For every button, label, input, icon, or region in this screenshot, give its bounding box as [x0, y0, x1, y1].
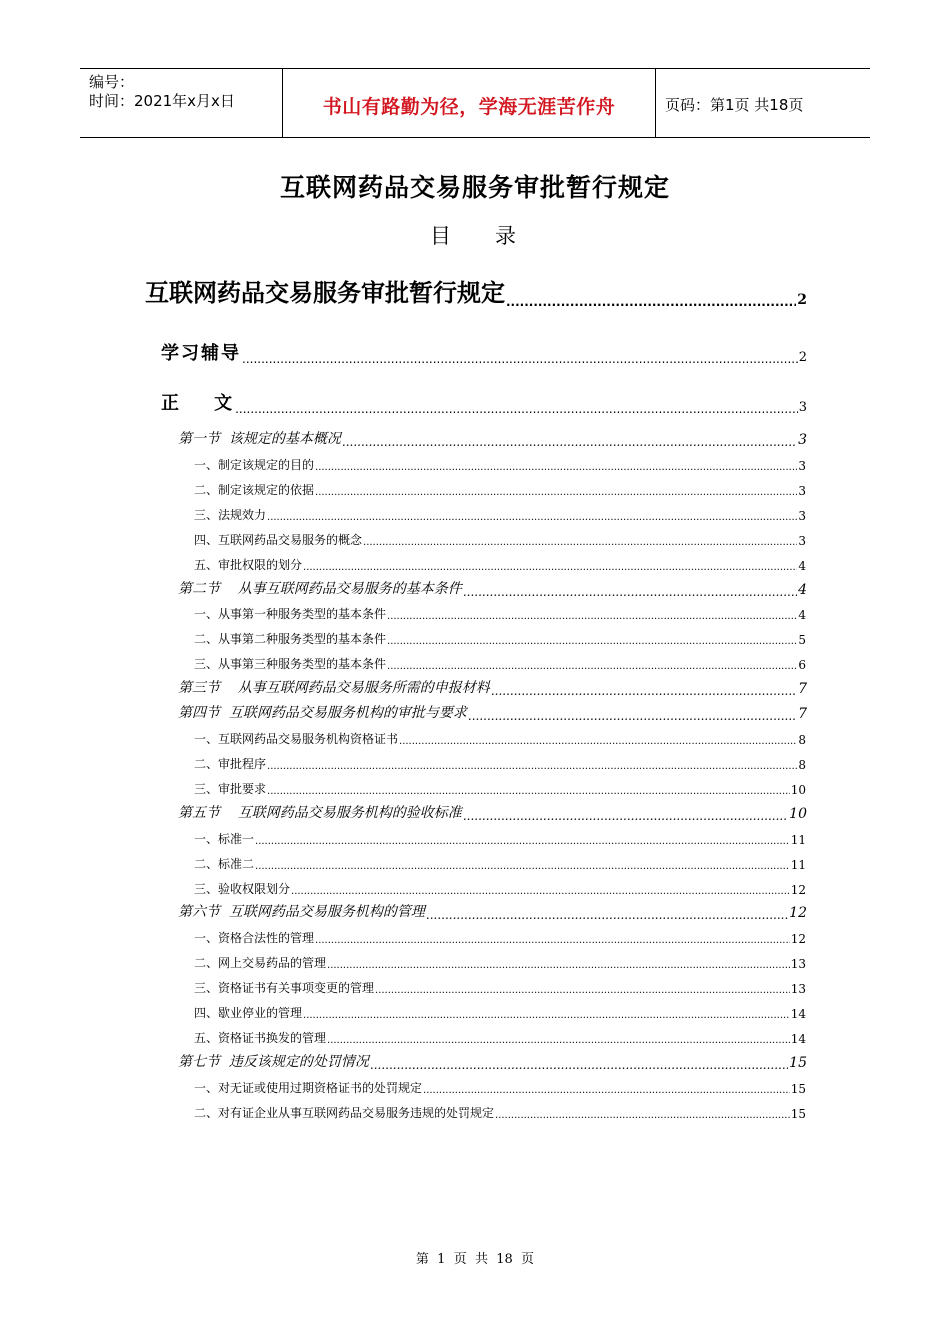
- toc-item-entry[interactable]: [194, 1026, 806, 1046]
- header-page-info: 页码：第1页 共18页: [665, 96, 804, 114]
- toc-item-entry[interactable]: [194, 528, 806, 548]
- toc-entry-text: 一、制定该规定的目的: [194, 457, 315, 472]
- toc-entry-page: 12: [789, 905, 807, 922]
- toc-entry-page: 4: [798, 558, 806, 573]
- toc-heading: [430, 220, 516, 250]
- toc-entry-page: 12: [790, 932, 806, 947]
- toc-item-entry[interactable]: [194, 1101, 806, 1121]
- toc-leader: [463, 585, 797, 598]
- toc-leader: [242, 352, 798, 365]
- toc-entry-text: 五、资格证书换发的管理: [194, 1031, 327, 1046]
- toc-entry-page: 6: [798, 658, 806, 673]
- document-number-label: 编号：: [89, 73, 135, 91]
- toc-leader: [495, 1110, 790, 1121]
- toc-entry-main[interactable]: [145, 278, 807, 308]
- toc-item-entry[interactable]: [194, 976, 806, 996]
- toc-entry-page: 3: [798, 508, 806, 523]
- toc-heading-part-1: 目: [430, 224, 451, 248]
- document-title: 互联网药品交易服务审批暂行规定: [279, 173, 670, 202]
- toc-leader: [255, 836, 790, 847]
- toc-entry-text: 二、标准二: [194, 856, 255, 871]
- toc-item-entry[interactable]: [194, 777, 806, 797]
- toc-leader: [387, 611, 797, 622]
- toc-leader: [342, 435, 797, 448]
- toc-leader: [291, 886, 790, 897]
- page-footer: 第 1 页 共 18 页: [415, 1252, 535, 1267]
- toc-leader: [303, 1010, 790, 1021]
- toc-entry-body[interactable]: [161, 391, 807, 415]
- toc-item-entry[interactable]: [194, 852, 806, 872]
- toc-entry-page: 2: [798, 350, 807, 365]
- header-page-cell: [655, 69, 870, 137]
- toc-item-entry[interactable]: [194, 453, 806, 473]
- document-time-label: 时间：2021年x月x日: [89, 92, 235, 110]
- toc-item-entry[interactable]: [194, 652, 806, 672]
- toc-item-entry[interactable]: [194, 627, 806, 647]
- toc-entry-text: 五、审批权限的划分: [194, 557, 303, 572]
- toc-leader: [399, 736, 797, 747]
- toc-entry-text: 三、验收权限划分: [194, 881, 291, 896]
- toc-item-entry[interactable]: [194, 1076, 806, 1096]
- toc-entry-text: 一、资格合法性的管理: [194, 931, 315, 946]
- toc-entry-page: 7: [798, 681, 807, 698]
- toc-entry-study[interactable]: [161, 341, 807, 365]
- toc-leader: [468, 709, 797, 722]
- toc-entry-text: 一、对无证或使用过期资格证书的处罚规定: [194, 1080, 423, 1095]
- toc-entry-text: 二、从事第二种服务类型的基本条件: [194, 632, 387, 647]
- toc-entry-page: 11: [790, 832, 806, 847]
- toc-entry-page: 3: [798, 400, 807, 415]
- toc-section-entry[interactable]: [178, 428, 807, 448]
- toc-section-entry[interactable]: [178, 702, 807, 722]
- toc-section-entry[interactable]: [178, 677, 807, 697]
- toc-entry-page: 11: [790, 857, 806, 872]
- header-info-cell: [80, 69, 282, 137]
- toc-entry-text: 一、从事第一种服务类型的基本条件: [194, 607, 387, 622]
- toc-leader: [327, 960, 790, 971]
- toc-leader: [315, 935, 790, 946]
- toc-item-entry[interactable]: [194, 478, 806, 498]
- toc-entry-page: 13: [790, 957, 806, 972]
- toc-leader: [423, 1085, 790, 1096]
- header-motto: 书山有路勤为径，学海无涯苦作舟: [322, 96, 616, 118]
- toc-entry-text: 第三节 从事互联网药品交易服务所需的申报材料: [178, 680, 490, 697]
- toc-leader: [267, 786, 790, 797]
- toc-entry-text: 二、审批程序: [194, 756, 267, 771]
- page-header: [80, 68, 870, 138]
- toc-leader: [255, 861, 790, 872]
- toc-entry-page: 13: [790, 982, 806, 997]
- toc-entry-text: 三、从事第三种服务类型的基本条件: [194, 657, 387, 672]
- toc-entry-text: 三、法规效力: [194, 507, 267, 522]
- toc-entry-text: 第二节 从事互联网药品交易服务的基本条件: [178, 580, 462, 597]
- toc-leader: [375, 985, 790, 996]
- toc-entry-text: 第一节 该规定的基本概况: [178, 431, 341, 447]
- toc-entry-page: 15: [790, 1106, 806, 1121]
- toc-item-entry[interactable]: [194, 727, 806, 747]
- toc-leader: [387, 661, 797, 672]
- toc-leader: [426, 908, 788, 921]
- toc-entry-page: 3: [798, 432, 807, 448]
- toc-entry-text: 一、标准一: [194, 831, 255, 846]
- toc-leader: [267, 512, 797, 523]
- toc-entry-text: 二、制定该规定的依据: [194, 482, 315, 497]
- toc-entry-page: 15: [790, 1081, 806, 1096]
- toc-section-entry[interactable]: [178, 802, 807, 822]
- toc-leader: [363, 537, 797, 548]
- toc-entry-text: 三、审批要求: [194, 781, 267, 796]
- header-motto-cell: [282, 69, 656, 137]
- toc-entry-text: 第五节 互联网药品交易服务机构的验收标准: [178, 804, 462, 821]
- toc-item-entry[interactable]: [194, 877, 806, 897]
- toc-entry-text: 四、歇业停业的管理: [194, 1006, 303, 1021]
- toc-entry-page: 3: [798, 483, 806, 498]
- toc-entry-text: 四、互联网药品交易服务的概念: [194, 532, 363, 547]
- toc-entry-page: 15: [789, 1055, 807, 1071]
- toc-entry-page: 10: [790, 782, 806, 797]
- toc-leader: [370, 1058, 788, 1071]
- toc-section-entry[interactable]: [178, 901, 807, 921]
- toc-leader: [235, 402, 798, 415]
- toc-entry-text: 第七节 违反该规定的处罚情况: [178, 1054, 369, 1070]
- toc-item-entry[interactable]: [194, 951, 806, 971]
- toc-entry-page: 10: [789, 805, 807, 822]
- toc-entry-page: 3: [798, 533, 806, 548]
- toc-entry-text: 互联网药品交易服务审批暂行规定: [145, 279, 505, 307]
- toc-entry-text: 二、对有证企业从事互联网药品交易服务违规的处罚规定: [194, 1105, 495, 1120]
- toc-entry-text: 二、网上交易药品的管理: [194, 956, 327, 971]
- toc-entry-page: 7: [798, 706, 807, 723]
- toc-leader: [491, 684, 797, 697]
- toc-item-entry[interactable]: [194, 827, 806, 847]
- toc-leader: [315, 487, 797, 498]
- toc-item-entry[interactable]: [194, 752, 806, 772]
- toc-section-entry[interactable]: [178, 578, 807, 598]
- toc-entry-page: 4: [798, 608, 806, 623]
- toc-item-entry[interactable]: [194, 926, 806, 946]
- toc-entry-page: 8: [798, 757, 806, 772]
- toc-entry-page: 4: [798, 581, 807, 598]
- toc-leader: [387, 636, 797, 647]
- toc-item-entry[interactable]: [194, 553, 806, 573]
- toc-item-entry[interactable]: [194, 1001, 806, 1021]
- toc-item-entry[interactable]: [194, 602, 806, 622]
- toc-item-entry[interactable]: [194, 503, 806, 523]
- toc-entry-page: 8: [798, 733, 806, 748]
- toc-heading-part-2: 录: [495, 224, 516, 248]
- toc-leader: [303, 562, 797, 573]
- toc-entry-text: 第六节 互联网药品交易服务机构的管理: [178, 904, 425, 921]
- toc-entry-page: 5: [798, 633, 806, 648]
- toc-entry-page: 3: [798, 458, 806, 473]
- toc-entry-page: 12: [790, 882, 806, 897]
- toc-entry-text: 第四节 互联网药品交易服务机构的审批与要求: [178, 705, 467, 722]
- toc-leader: [267, 761, 797, 772]
- toc-entry-page: 14: [790, 1032, 806, 1047]
- toc-entry-page: 14: [790, 1007, 806, 1022]
- toc-leader: [506, 294, 796, 308]
- toc-leader: [315, 462, 797, 473]
- toc-entry-text: 正 文: [161, 393, 235, 414]
- toc-entry-text: 三、资格证书有关事项变更的管理: [194, 981, 375, 996]
- toc-entry-text: 一、互联网药品交易服务机构资格证书: [194, 732, 399, 747]
- toc-leader: [327, 1035, 790, 1046]
- toc-entry-page: 2: [797, 292, 807, 308]
- toc-section-entry[interactable]: [178, 1051, 807, 1071]
- toc-entry-text: 学习辅导: [161, 343, 241, 364]
- toc-leader: [463, 809, 788, 822]
